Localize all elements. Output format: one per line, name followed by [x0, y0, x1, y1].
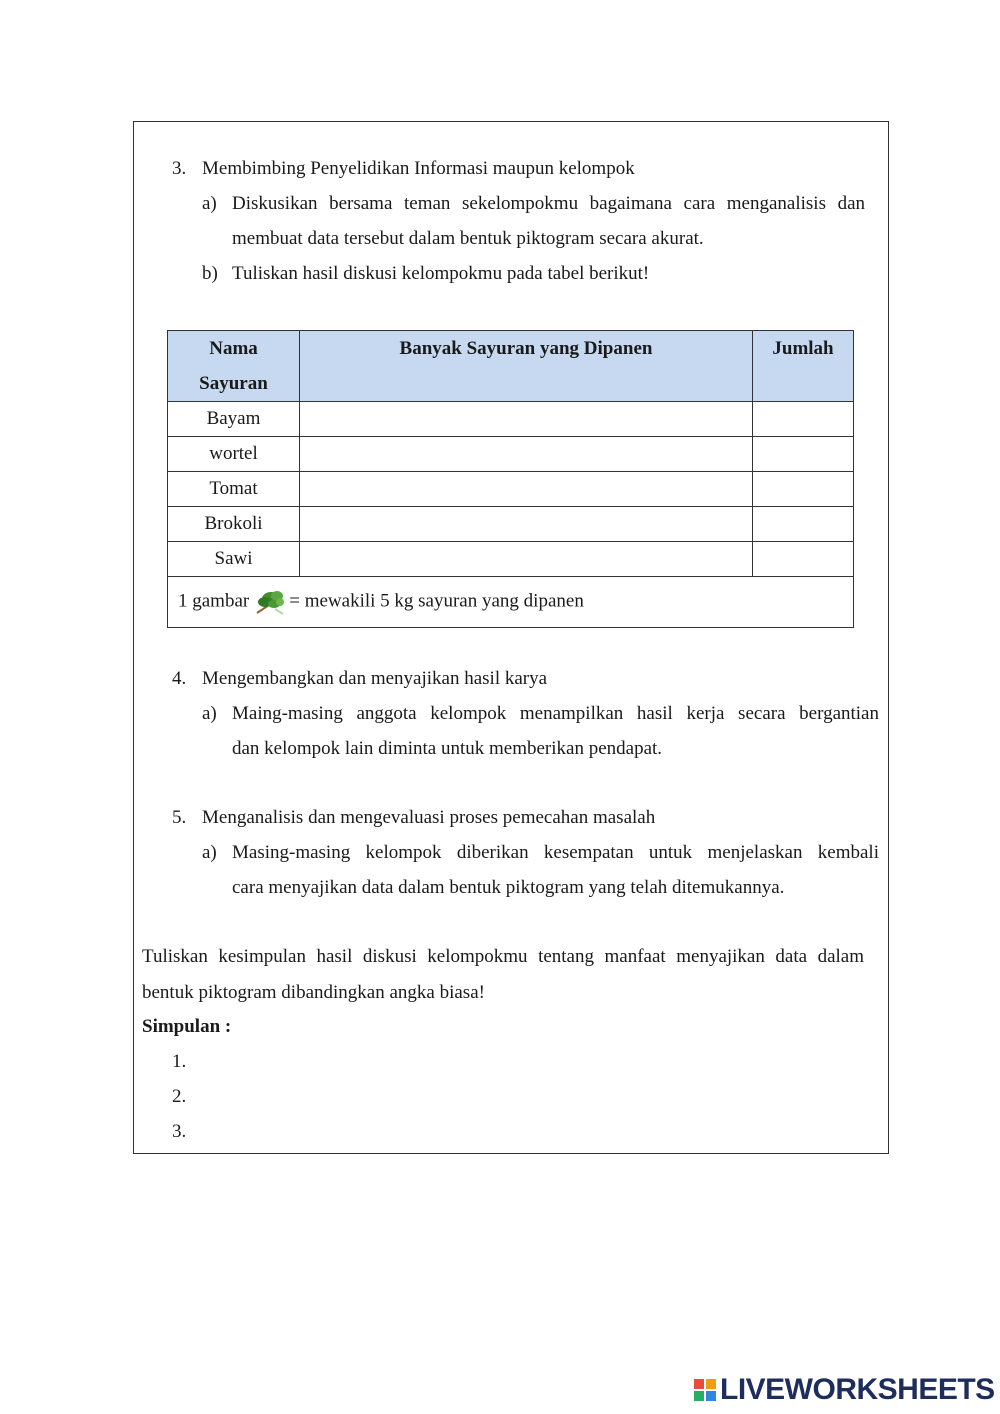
logo-mark-icon	[694, 1379, 716, 1401]
section-5-title: Menganalisis dan mengevaluasi proses pemecahan masalah	[202, 807, 656, 828]
section-4a-line1: Maing-masing anggota kelompok menampilkan hasil kerja secara bergantian	[232, 703, 879, 724]
liveworksheets-logo	[694, 1373, 995, 1406]
section-5a-line2: cara menyajikan data dalam bentuk piktogram yang telah ditemukannya.	[232, 877, 785, 898]
total-cell[interactable]	[753, 472, 854, 507]
header-total: Jumlah	[753, 331, 854, 402]
harvest-cell[interactable]	[300, 542, 753, 577]
vegetable-icon	[253, 587, 287, 617]
section-4a-line2: dan kelompok lain diminta untuk memberikan pendapat.	[232, 738, 663, 759]
legend-suffix: = mewakili 5 kg sayuran yang dipanen	[289, 590, 584, 612]
total-cell[interactable]	[753, 507, 854, 542]
header-name-line2: Sayuran	[199, 373, 268, 394]
legend-cell	[168, 577, 854, 628]
total-cell[interactable]	[753, 437, 854, 472]
section-3b-label: b)	[202, 263, 218, 284]
harvest-table	[167, 330, 854, 628]
table-row	[168, 437, 854, 472]
simpulan-item-2[interactable]: 2.	[172, 1086, 187, 1107]
section-5-number: 5.	[172, 807, 187, 828]
table-row	[168, 472, 854, 507]
row-name: wortel	[168, 437, 300, 472]
legend-row	[168, 577, 854, 628]
section-4-number: 4.	[172, 668, 187, 689]
harvest-cell[interactable]	[300, 472, 753, 507]
section-3-title: Membimbing Penyelidikan Informasi maupun kelompok	[202, 158, 635, 179]
row-name: Brokoli	[168, 507, 300, 542]
table-row	[168, 542, 854, 577]
header-harvest: Banyak Sayuran yang Dipanen	[300, 331, 753, 402]
simpulan-label: Simpulan :	[142, 1016, 232, 1037]
section-3-number: 3.	[172, 158, 187, 179]
section-3a-line2: membuat data tersebut dalam bentuk piktogram secara akurat.	[232, 228, 704, 249]
section-5a-label: a)	[202, 842, 217, 863]
row-name: Tomat	[168, 472, 300, 507]
table-header-row	[168, 331, 854, 402]
logo-text: LIVEWORKSHEETS	[720, 1373, 995, 1406]
section-3b-text: Tuliskan hasil diskusi kelompokmu pada tabel berikut!	[232, 263, 650, 284]
total-cell[interactable]	[753, 542, 854, 577]
row-name: Sawi	[168, 542, 300, 577]
row-name: Bayam	[168, 402, 300, 437]
simpulan-item-3[interactable]: 3.	[172, 1121, 187, 1142]
legend-prefix: 1 gambar	[178, 590, 250, 612]
section-3a-line1: Diskusikan bersama teman sekelompokmu bagaimana cara menganalisis dan	[232, 193, 865, 214]
conclusion-prompt-line1: Tuliskan kesimpulan hasil diskusi kelompokmu tentang manfaat menyajikan data dalam	[142, 946, 864, 967]
harvest-cell[interactable]	[300, 507, 753, 542]
section-5a-line1: Masing-masing kelompok diberikan kesempatan untuk menjelaskan kembali	[232, 842, 879, 863]
table-row	[168, 402, 854, 437]
section-3a-label: a)	[202, 193, 217, 214]
total-cell[interactable]	[753, 402, 854, 437]
simpulan-item-1[interactable]: 1.	[172, 1051, 187, 1072]
header-name-line1: Nama	[209, 338, 258, 359]
section-4-title: Mengembangkan dan menyajikan hasil karya	[202, 668, 548, 689]
section-4a-label: a)	[202, 703, 217, 724]
conclusion-prompt-line2: bentuk piktogram dibandingkan angka biasa!	[142, 982, 485, 1003]
harvest-cell[interactable]	[300, 437, 753, 472]
header-nama-sayuran	[168, 331, 300, 402]
table-row	[168, 507, 854, 542]
harvest-cell[interactable]	[300, 402, 753, 437]
